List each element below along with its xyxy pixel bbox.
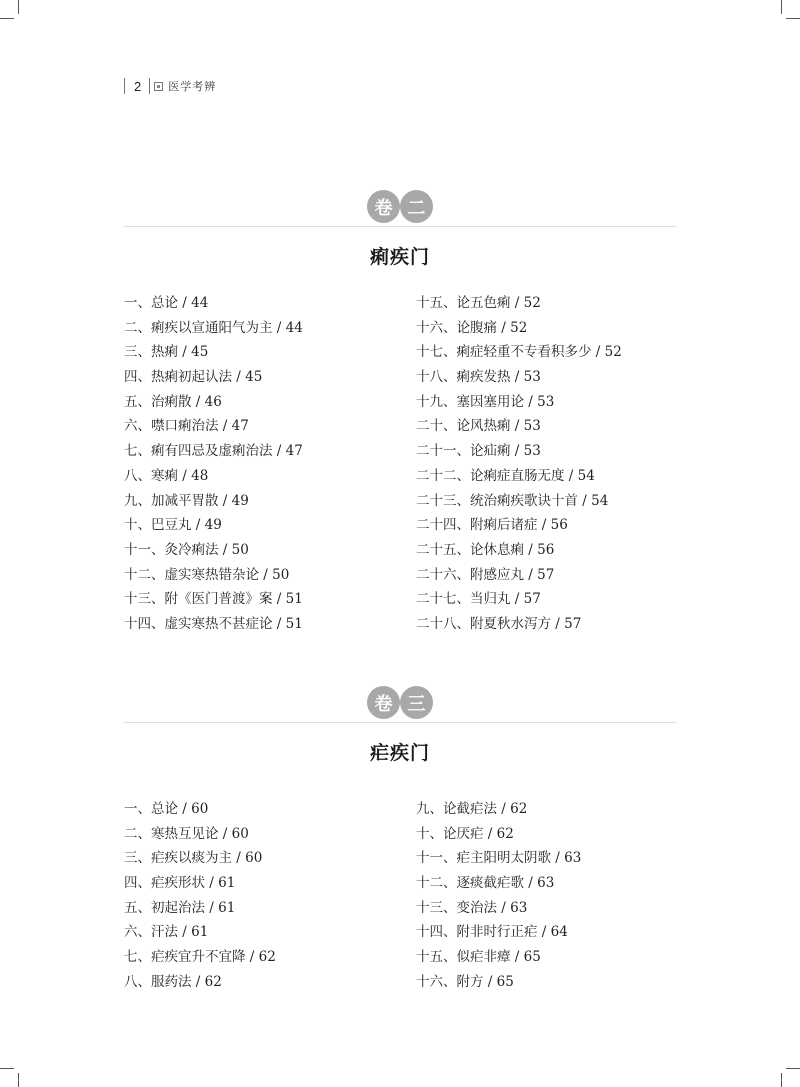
toc-entry[interactable]: 二十三、统治痢疾歌诀十首 / 54 — [416, 492, 609, 509]
volume-section — [0, 686, 800, 996]
volume-badge-char: 二 — [400, 190, 433, 223]
volume-badge — [367, 686, 433, 720]
toc-entry[interactable]: 二、寒热互见论 / 60 — [124, 825, 249, 842]
toc-entry[interactable]: 十三、附《医门普渡》案 / 51 — [124, 591, 303, 608]
toc-entry[interactable]: 一、总论 / 44 — [124, 295, 209, 311]
volume-section — [0, 190, 800, 640]
running-header — [124, 77, 216, 95]
toc-entry[interactable]: 七、痢有四忌及虚痢治法 / 47 — [124, 443, 303, 460]
toc-column-right — [416, 291, 622, 637]
toc-entry[interactable]: 七、疟疾宜升不宜降 / 62 — [124, 949, 276, 966]
toc-entry[interactable]: 十四、虚实寒热不甚症论 / 51 — [124, 615, 303, 632]
toc-entry[interactable]: 十一、疟主阳明太阴歌 / 63 — [416, 850, 582, 867]
toc-entry[interactable]: 八、服药法 / 62 — [124, 973, 222, 990]
toc-entry[interactable]: 十九、塞因塞用论 / 53 — [416, 393, 555, 410]
volume-badge-char: 卷 — [367, 190, 400, 223]
toc-entry[interactable]: 二十五、论休息痢 / 56 — [416, 541, 555, 558]
toc-entry[interactable]: 二、痢疾以宣通阳气为主 / 44 — [124, 319, 303, 336]
toc-entry[interactable]: 十六、论腹痛 / 52 — [416, 319, 528, 336]
toc-entry[interactable]: 十三、变治法 / 63 — [416, 899, 528, 916]
toc-entry[interactable]: 六、汗法 / 61 — [124, 924, 209, 941]
toc-entry[interactable]: 十二、逐痰截疟歌 / 63 — [416, 875, 555, 892]
crop-mark — [0, 1068, 14, 1069]
section-title: 疟疾门 — [369, 742, 430, 764]
crop-mark — [18, 0, 19, 14]
toc-entry[interactable]: 十、论厌疟 / 62 — [416, 825, 514, 842]
toc-entry[interactable]: 五、初起治法 / 61 — [124, 899, 236, 916]
book-title: 医学考辨 — [168, 80, 217, 93]
crop-mark — [786, 18, 800, 19]
crop-mark — [786, 1068, 800, 1069]
crop-mark — [781, 1073, 782, 1087]
toc-entry[interactable]: 十五、似疟非瘴 / 65 — [416, 949, 541, 966]
toc-entry[interactable]: 二十八、附夏秋水泻方 / 57 — [416, 615, 582, 632]
toc-entry[interactable]: 二十四、附痢后诸症 / 56 — [416, 517, 568, 534]
toc-entry[interactable]: 十二、虚实寒热错杂论 / 50 — [124, 566, 290, 583]
toc-entry[interactable]: 十七、痢症轻重不专看积多少 / 52 — [416, 344, 622, 361]
header-divider — [149, 78, 150, 94]
volume-badge — [367, 190, 433, 224]
toc-entry[interactable]: 五、治痢散 / 46 — [124, 393, 222, 410]
toc-column-right — [416, 797, 581, 995]
toc-entry[interactable]: 二十、论风热痢 / 53 — [416, 418, 541, 435]
toc-entry[interactable]: 六、噤口痢治法 / 47 — [124, 418, 249, 435]
toc-entry[interactable]: 四、热痢初起认法 / 45 — [124, 369, 263, 386]
header-divider — [124, 78, 125, 94]
toc-column-left — [124, 291, 303, 637]
toc-entry[interactable]: 二十六、附感应丸 / 57 — [416, 566, 555, 583]
section-rule — [124, 226, 676, 227]
toc-entry[interactable]: 三、疟疾以痰为主 / 60 — [124, 850, 263, 867]
toc-entry[interactable]: 十一、灸冷痢法 / 50 — [124, 541, 249, 558]
toc-entry[interactable]: 四、疟疾形状 / 61 — [124, 875, 236, 892]
section-rule — [124, 722, 676, 723]
toc-entry[interactable]: 十八、痢疾发热 / 53 — [416, 369, 541, 386]
book-emblem-icon — [154, 82, 163, 91]
toc-entry[interactable]: 十、巴豆丸 / 49 — [124, 517, 222, 534]
toc-entry[interactable]: 十四、附非时行正疟 / 64 — [416, 924, 568, 941]
crop-mark — [18, 1073, 19, 1087]
toc-entry[interactable]: 二十二、论痢症直肠无度 / 54 — [416, 467, 595, 484]
toc-entry[interactable]: 九、论截疟法 / 62 — [416, 801, 528, 817]
volume-badge-char: 卷 — [367, 686, 400, 719]
toc-entry[interactable]: 一、总论 / 60 — [124, 801, 209, 817]
section-title: 痢疾门 — [369, 246, 430, 268]
toc-column-left — [124, 797, 276, 995]
toc-entry[interactable]: 三、热痢 / 45 — [124, 344, 209, 361]
crop-mark — [781, 0, 782, 14]
toc-entry[interactable]: 十五、论五色痢 / 52 — [416, 295, 541, 311]
toc-entry[interactable]: 二十七、当归丸 / 57 — [416, 591, 541, 608]
volume-badge-char: 三 — [400, 686, 433, 719]
toc-entry[interactable]: 十六、附方 / 65 — [416, 973, 514, 990]
crop-mark — [0, 18, 14, 19]
toc-entry[interactable]: 九、加减平胃散 / 49 — [124, 492, 249, 509]
toc-entry[interactable]: 八、寒痢 / 48 — [124, 467, 209, 484]
toc-entry[interactable]: 二十一、论疝痢 / 53 — [416, 443, 541, 460]
page-number: 2 — [134, 78, 142, 94]
